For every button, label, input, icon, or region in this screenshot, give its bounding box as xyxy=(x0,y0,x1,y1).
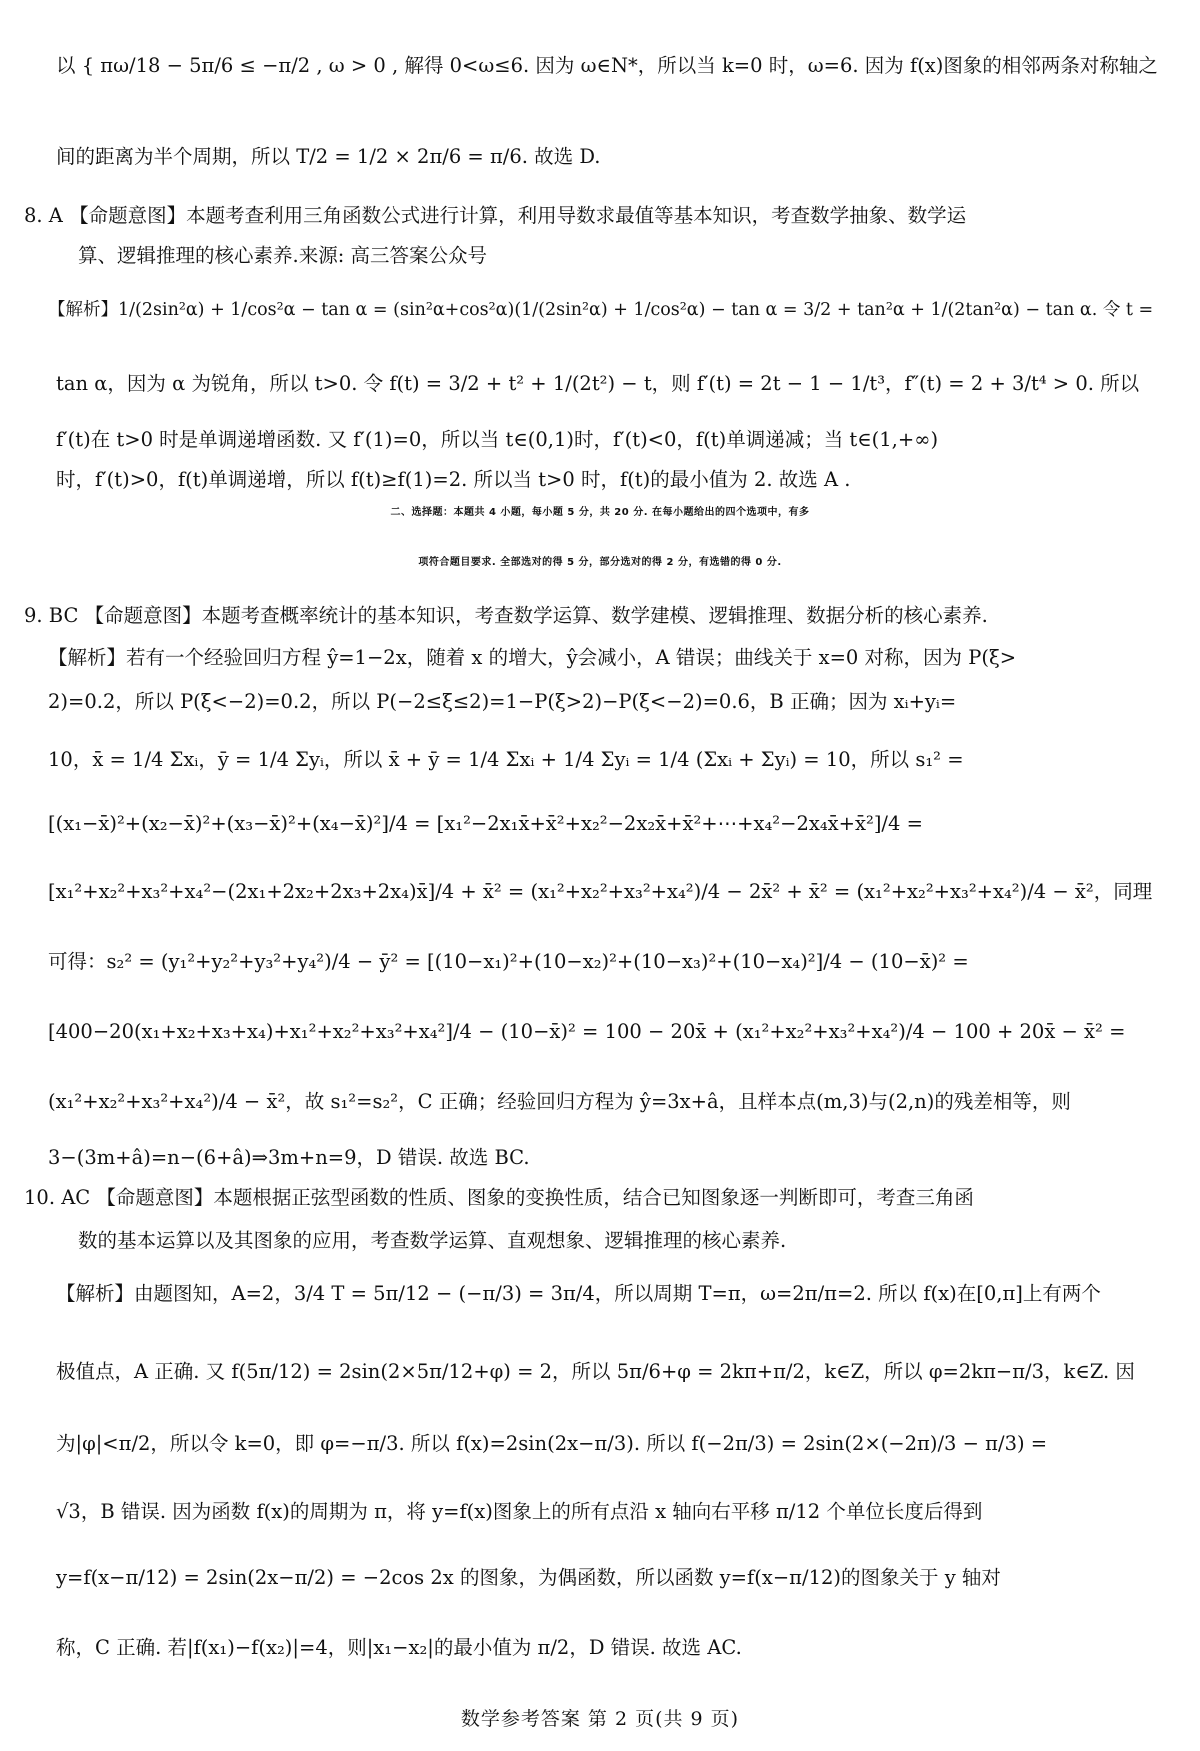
text-line: 为|φ|<π/2，所以令 k=0，即 φ=−π/3. 所以 f(x)=2sin(2x−π/3). 所以 f(−2π/3) = 2sin(2×(−2π)/3 − π/3) = xyxy=(56,1432,1048,1455)
text-line: (x₁²+x₂²+x₃²+x₄²)/4 − x̄²，故 s₁²=s₂²，C 正确；经验回归方程为 ŷ=3x+â，且样本点(m,3)与(2,n)的残差相等，则 xyxy=(48,1090,1071,1113)
solution-line: 【解析】由题图知，A=2，3/4 T = 5π/12 − (−π/3) = 3π/4，所以周期 T=π，ω=2π/π=2. 所以 f(x)在[0,π]上有两个 xyxy=(56,1282,1101,1305)
text-line: [400−20(x₁+x₂+x₃+x₄)+x₁²+x₂²+x₃²+x₄²]/4 − (10−x̄)² = 100 − 20x̄ + (x₁²+x₂²+x₃²+x₄²)/4 − 100 + 20x̄ − x̄² = xyxy=(48,1020,1126,1043)
text-line: 数的基本运算以及其图象的应用，考查数学运算、直观想象、逻辑推理的核心素养. xyxy=(78,1229,787,1252)
text-line: f′(t)在 t>0 时是单调递增函数. 又 f′(1)=0，所以当 t∈(0,1)时，f′(t)<0，f(t)单调递减；当 t∈(1,+∞) xyxy=(56,428,939,451)
text-line: 时，f′(t)>0，f(t)单调递增，所以 f(t)≥f(1)=2. 所以当 t>0 时，f(t)的最小值为 2. 故选 A . xyxy=(56,468,851,491)
text-line: 极值点，A 正确. 又 f(5π/12) = 2sin(2×5π/12+φ) = 2，所以 5π/6+φ = 2kπ+π/2，k∈Z，所以 φ=2kπ−π/3，k∈Z. 因 xyxy=(56,1360,1135,1383)
text-line: 称，C 正确. 若|f(x₁)−f(x₂)|=4，则|x₁−x₂|的最小值为 π/2，D 错误. 故选 AC. xyxy=(56,1636,742,1659)
text-line: √3，B 错误. 因为函数 f(x)的周期为 π，将 y=f(x)图象上的所有点沿 x 轴向右平移 π/12 个单位长度后得到 xyxy=(56,1500,983,1523)
question-8-header: 8. A 【命题意图】本题考查利用三角函数公式进行计算，利用导数求最值等基本知识，考查数学抽象、数学运 xyxy=(24,204,967,227)
question-9-header: 9. BC 【命题意图】本题考查概率统计的基本知识，考查数学运算、数学建模、逻辑推理、数据分析的核心素养. xyxy=(24,604,988,627)
text-line: 2)=0.2，所以 P(ξ<−2)=0.2，所以 P(−2≤ξ≤2)=1−P(ξ>2)−P(ξ<−2)=0.6，B 正确；因为 xᵢ+yᵢ= xyxy=(48,690,957,713)
page-footer: 数学参考答案 第 2 页(共 9 页) xyxy=(460,1708,740,1730)
section-heading: 项符合题目要求. 全部选对的得 5 分，部分选对的得 2 分，有选错的得 0 分. xyxy=(418,557,782,568)
solution-line: 【解析】若有一个经验回归方程 ŷ=1−2x，随着 x 的增大，ŷ会减小，A 错误；曲线关于 x=0 对称，因为 P(ξ> xyxy=(48,646,1017,669)
section-heading: 二、选择题：本题共 4 小题，每小题 5 分，共 20 分. 在每小题给出的四个选项中，有多 xyxy=(390,507,810,518)
text-line: [x₁²+x₂²+x₃²+x₄²−(2x₁+2x₂+2x₃+2x₄)x̄]/4 + x̄² = (x₁²+x₂²+x₃²+x₄²)/4 − 2x̄² + x̄² = (x₁²+x₂²+x₃²+x₄²)/4 − x̄²，同理 xyxy=(48,880,1153,903)
text-line: 10，x̄ = 1/4 Σxᵢ，ȳ = 1/4 Σyᵢ，所以 x̄ + ȳ = 1/4 Σxᵢ + 1/4 Σyᵢ = 1/4 (Σxᵢ + Σyᵢ) = 10，所以 s₁² = xyxy=(48,748,964,771)
solution-line: 【解析】1/(2sin²α) + 1/cos²α − tan α = (sin²α+cos²α)(1/(2sin²α) + 1/cos²α) − tan α = 3/2 + tan²α + 1/(2tan²α) − tan α. 令 t = xyxy=(48,300,1154,320)
text-line: 以 { πω/18 − 5π/6 ≤ −π/2 , ω > 0 , 解得 0<ω≤6. 因为 ω∈N*，所以当 k=0 时，ω=6. 因为 f(x)图象的相邻两条对称轴之 xyxy=(56,54,1158,77)
question-10-header: 10. AC 【命题意图】本题根据正弦型函数的性质、图象的变换性质，结合已知图象逐一判断即可，考查三角函 xyxy=(24,1186,974,1209)
text-line: tan α，因为 α 为锐角，所以 t>0. 令 f(t) = 3/2 + t² + 1/(2t²) − t，则 f′(t) = 2t − 1 − 1/t³，f″(t) = 2 + 3/t⁴ > 0. 所以 xyxy=(56,372,1140,395)
text-line: [(x₁−x̄)²+(x₂−x̄)²+(x₃−x̄)²+(x₄−x̄)²]/4 = [x₁²−2x₁x̄+x̄²+x₂²−2x₂x̄+x̄²+⋯+x₄²−2x₄x̄+x̄²]/4 = xyxy=(48,812,923,835)
text-line: 间的距离为半个周期，所以 T/2 = 1/2 × 2π/6 = π/6. 故选 D. xyxy=(56,145,601,168)
text-line: 3−(3m+â)=n−(6+â)⇒3m+n=9，D 错误. 故选 BC. xyxy=(48,1146,530,1169)
text-line: 算、逻辑推理的核心素养.来源: 高三答案公众号 xyxy=(78,244,487,267)
text-line: 可得：s₂² = (y₁²+y₂²+y₃²+y₄²)/4 − ȳ² = [(10−x₁)²+(10−x₂)²+(10−x₃)²+(10−x₄)²]/4 − (10−x̄)² = xyxy=(48,950,969,973)
text-line: y=f(x−π/12) = 2sin(2x−π/2) = −2cos 2x 的图象，为偶函数，所以函数 y=f(x−π/12)的图象关于 y 轴对 xyxy=(56,1566,1001,1589)
